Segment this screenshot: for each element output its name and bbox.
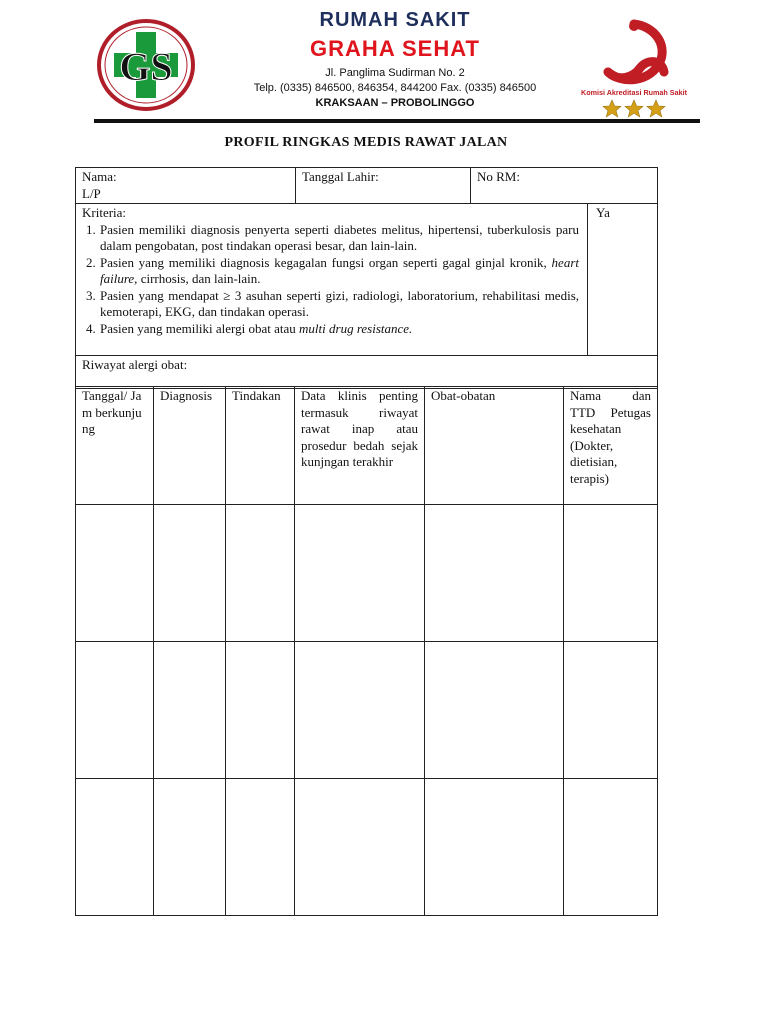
hospital-name-line2: GRAHA SEHAT (310, 36, 480, 61)
riwayat-alergi-label: Riwayat alergi obat: (82, 357, 188, 372)
riwayat-alergi-cell[interactable] (76, 356, 658, 389)
accreditation-text: Komisi Akreditasi Rumah Sakit (581, 88, 687, 97)
cell-diagnosis[interactable] (154, 642, 226, 779)
table-row[interactable] (76, 779, 658, 916)
patient-info-table (75, 167, 658, 389)
kriteria-item: 3. Pasien yang mendapat ≥ 3 asuhan seperti gizi, radiologi, laboratorium, rehabilitasi medis, kemoterapi, EKG, dan tindakan operasi. (99, 288, 579, 321)
kriteria-item: 4. Pasien yang memiliki alergi obat atau multi drug resistance. (99, 321, 579, 338)
header-obat-obatan: Obat-obatan (425, 387, 564, 505)
cell-ttd[interactable] (564, 642, 658, 779)
star-icon (603, 100, 665, 117)
cell-data-klinis[interactable] (295, 779, 425, 916)
cell-tindakan[interactable] (226, 642, 295, 779)
hospital-city: KRAKSAAN – PROBOLINGGO (315, 97, 475, 109)
cell-data-klinis[interactable] (295, 642, 425, 779)
cell-tanggal[interactable] (76, 779, 154, 916)
logo-initials: GS (119, 44, 173, 89)
header-tindakan: Tindakan (226, 387, 295, 505)
hospital-logo (96, 18, 196, 112)
table-row[interactable] (76, 505, 658, 642)
cell-diagnosis[interactable] (154, 505, 226, 642)
table-header-row (76, 387, 658, 505)
kriteria-item: 1. Pasien memiliki diagnosis penyerta seperti diabetes melitus, hipertensi, tuberkulosis paru dalam pengobatan, post tindakan operasi besar, dan lain-lain. (99, 222, 579, 255)
cell-tindakan[interactable] (226, 779, 295, 916)
header-divider (94, 119, 700, 123)
ya-checkbox-cell[interactable] (588, 204, 658, 356)
cell-obat[interactable] (425, 779, 564, 916)
visit-log-table (75, 386, 658, 916)
hospital-phone: Telp. (0335) 846500, 846354, 844200 Fax. (0335) 846500 (253, 82, 537, 94)
table-row[interactable] (76, 642, 658, 779)
hospital-address: Jl. Panglima Sudirman No. 2 (325, 67, 465, 79)
lp-label: L/P (82, 185, 101, 201)
cell-tanggal[interactable] (76, 642, 154, 779)
header-nama-ttd: Nama dan TTD Petugas kesehatan (Dokter, dietisian, terapis) (564, 387, 658, 505)
kriteria-item: 2. Pasien yang memiliki diagnosis kegagalan fungsi organ seperti gagal ginjal kronik, heart failure, cirrhosis, dan lain-lain. (99, 255, 579, 288)
cell-ttd[interactable] (564, 505, 658, 642)
cell-obat[interactable] (425, 505, 564, 642)
cell-data-klinis[interactable] (295, 505, 425, 642)
header-diagnosis: Diagnosis (154, 387, 226, 505)
tanggal-lahir-label: Tanggal Lahir: (302, 169, 379, 184)
cell-tindakan[interactable] (226, 505, 295, 642)
cell-diagnosis[interactable] (154, 779, 226, 916)
no-rm-label: No RM: (477, 169, 520, 184)
kriteria-label: Kriteria: (82, 205, 127, 220)
hospital-name-line1: RUMAH SAKIT (319, 9, 471, 31)
nama-cell[interactable] (76, 168, 296, 204)
nama-label: Nama: (82, 169, 117, 184)
no-rm-cell[interactable] (471, 168, 658, 204)
accreditation-logo (578, 12, 690, 120)
cell-tanggal[interactable] (76, 505, 154, 642)
tanggal-lahir-cell[interactable] (296, 168, 471, 204)
document-title: PROFIL RINGKAS MEDIS RAWAT JALAN (224, 135, 508, 150)
header-tanggal-jam: Tanggal/ Jam berkunjung (76, 387, 154, 505)
kriteria-list (82, 222, 579, 338)
ya-label: Ya (596, 205, 610, 220)
kriteria-cell (76, 204, 588, 356)
cell-obat[interactable] (425, 642, 564, 779)
cell-ttd[interactable] (564, 779, 658, 916)
header-data-klinis: Data klinis penting termasuk riwayat rawat inap atau prosedur bedah sejak kunjngan terakhir (295, 387, 425, 505)
